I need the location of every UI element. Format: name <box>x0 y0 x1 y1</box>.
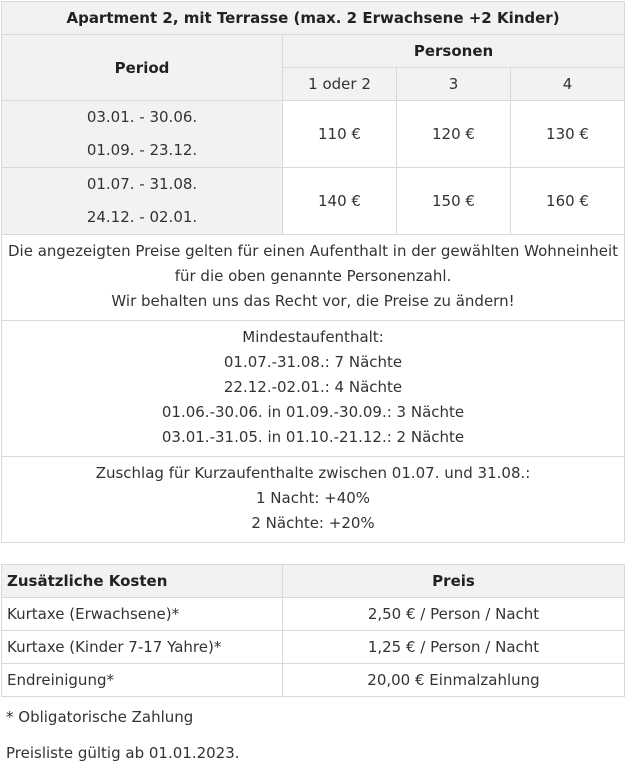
persons-col-3: 3 <box>397 68 511 101</box>
cost-price: 2,50 € / Person / Nacht <box>283 598 625 631</box>
notice-line: Wir behalten uns das Recht vor, die Preise zu ändern! <box>111 292 515 310</box>
period-line: 24.12. - 02.01. <box>86 208 198 226</box>
cost-price: 20,00 € Einmalzahlung <box>283 664 625 697</box>
price-cell: 130 € <box>511 101 625 168</box>
min-stay-line: 22.12.-02.01.: 4 Nächte <box>223 378 403 396</box>
period-header: Period <box>2 35 283 101</box>
period-line: 01.07. - 31.08. <box>86 175 198 193</box>
persons-col-4: 4 <box>511 68 625 101</box>
extra-costs-header: Zusätzliche Kosten <box>2 565 283 598</box>
footnote: * Obligatorische Zahlung <box>6 708 194 726</box>
min-stay-line: 03.01.-31.05. in 01.10.-21.12.: 2 Nächte <box>161 428 465 446</box>
surcharge-line: Zuschlag für Kurzaufenthalte zwischen 01.07. und 31.08.: <box>95 464 531 482</box>
min-stay-line: 01.07.-31.08.: 7 Nächte <box>223 353 403 371</box>
table-row <box>2 664 625 697</box>
price-notice <box>2 235 625 321</box>
price-header: Preis <box>283 565 625 598</box>
persons-col-1: 1 oder 2 <box>283 68 397 101</box>
price-cell: 150 € <box>397 168 511 235</box>
table-row <box>2 101 625 168</box>
cost-price: 1,25 € / Person / Nacht <box>283 631 625 664</box>
surcharge-info <box>2 457 625 543</box>
cost-item: Kurtaxe (Kinder 7-17 Yahre)* <box>2 631 283 664</box>
period-line: 03.01. - 30.06. <box>86 108 198 126</box>
table-row <box>2 598 625 631</box>
price-cell: 110 € <box>283 101 397 168</box>
min-stay-info <box>2 321 625 457</box>
surcharge-line: 2 Nächte: +20% <box>251 514 375 532</box>
table-row <box>2 631 625 664</box>
validity-note: Preisliste gültig ab 01.01.2023. <box>6 744 240 762</box>
price-cell: 140 € <box>283 168 397 235</box>
persons-header: Personen <box>283 35 625 68</box>
period-line: 01.09. - 23.12. <box>86 141 198 159</box>
notice-line: Die angezeigten Preise gelten für einen Aufenthalt in der gewählten Wohneinheit <box>8 242 619 260</box>
cost-item: Kurtaxe (Erwachsene)* <box>2 598 283 631</box>
table-row <box>2 168 625 235</box>
min-stay-line: 01.06.-30.06. in 01.09.-30.09.: 3 Nächte <box>161 403 465 421</box>
surcharge-line: 1 Nacht: +40% <box>255 489 371 507</box>
notice-line: für die oben genannte Personenzahl. <box>174 267 452 285</box>
period-cell <box>2 101 283 168</box>
price-cell: 160 € <box>511 168 625 235</box>
cost-item: Endreinigung* <box>2 664 283 697</box>
price-table <box>1 1 625 543</box>
period-cell <box>2 168 283 235</box>
min-stay-line: Mindestaufenthalt: <box>242 328 384 346</box>
price-cell: 120 € <box>397 101 511 168</box>
extra-costs-table <box>1 564 625 697</box>
table-title: Apartment 2, mit Terrasse (max. 2 Erwachsene +2 Kinder) <box>2 2 625 35</box>
